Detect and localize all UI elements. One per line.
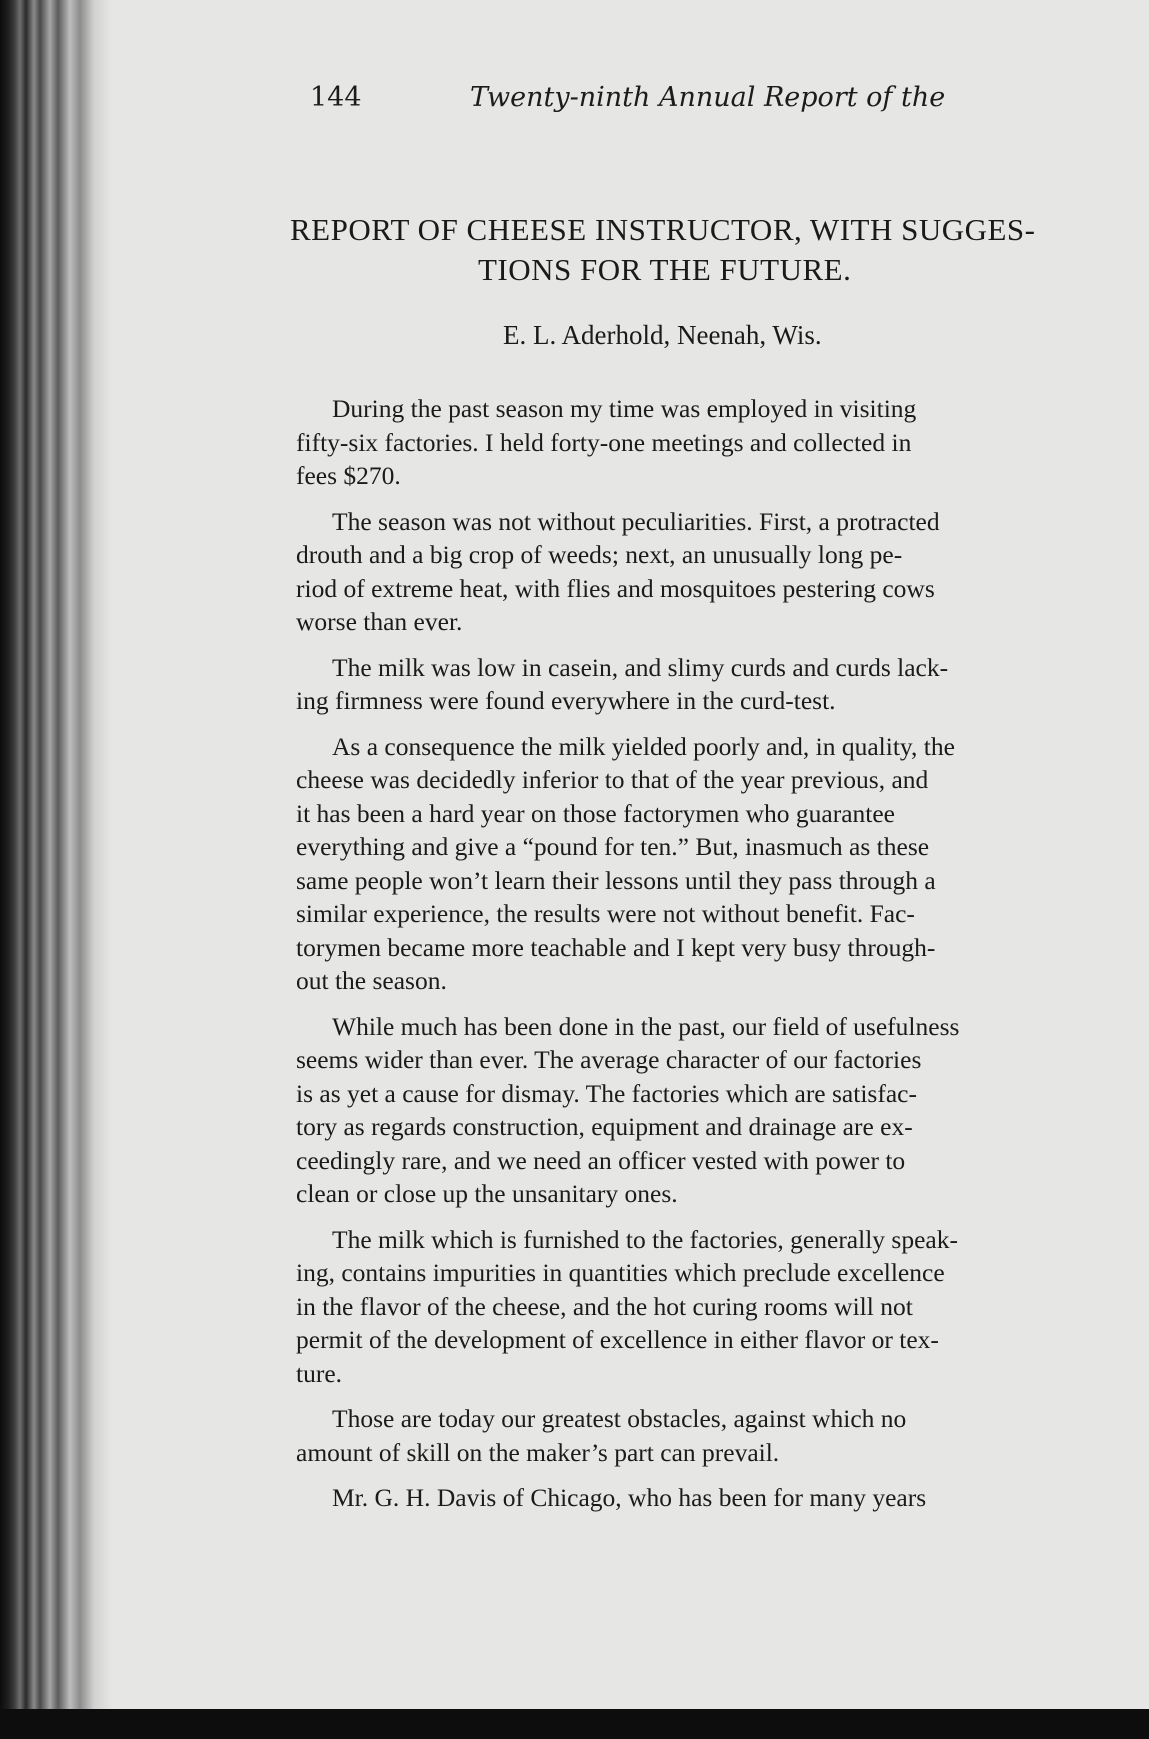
author-byline: E. L. Aderhold, Neenah, Wis. <box>503 320 822 350</box>
running-head: Twenty-ninth Annual Report of the <box>470 82 946 113</box>
text-line: Those are today our greatest obstacles, against which no <box>332 1404 907 1433</box>
text-line: While much has been done in the past, our field of usefulness <box>332 1011 960 1041</box>
text-line: fifty-six factories. I held forty-one meetings and collected in <box>296 427 912 457</box>
title-line: TIONS FOR THE FUTURE. <box>478 252 852 287</box>
text-line: similar experience, the results were not without benefit. Fac- <box>296 899 915 928</box>
text-line: During the past season my time was employed in visiting <box>332 394 917 423</box>
text-line: ing, contains impurities in quantities which preclude excellence <box>296 1258 945 1287</box>
text-line: in the flavor of the cheese, and the hot curing rooms will not <box>296 1291 913 1321</box>
page-header <box>310 82 950 122</box>
text-line: As a consequence the milk yielded poorly and, in quality, the <box>332 731 955 761</box>
text-line: clean or close up the unsanitary ones. <box>296 1179 678 1208</box>
text-line: worse than ever. <box>296 607 463 636</box>
article-title <box>290 210 1090 290</box>
text-line: cheese was decidedly inferior to that of the year previous, and <box>296 765 929 794</box>
paragraph <box>296 651 1086 718</box>
text-line: ing firmness were found everywhere in the curd-test. <box>296 686 836 715</box>
text-line: ture. <box>296 1358 343 1388</box>
paragraph <box>296 1010 1086 1211</box>
text-line: The season was not without peculiarities. First, a protracted <box>332 506 940 536</box>
paragraph <box>296 505 1086 639</box>
text-line: tory as regards construction, equipment and drainage are ex- <box>296 1112 913 1141</box>
text-line: riod of extreme heat, with flies and mosquitoes pestering cows <box>296 573 935 603</box>
text-line: everything and give a “pound for ten.” But, inasmuch as these <box>296 832 930 861</box>
text-line: ceedingly rare, and we need an officer vested with power to <box>296 1145 906 1175</box>
paragraph <box>296 1481 1086 1515</box>
text-line: amount of skill on the maker’s part can prevail. <box>296 1437 780 1467</box>
text-line: The milk was low in casein, and slimy curds and curds lack- <box>332 652 949 682</box>
text-line: fees $270. <box>296 461 401 490</box>
text-line: permit of the development of excellence in either flavor or tex- <box>296 1325 939 1354</box>
title-line: REPORT OF CHEESE INSTRUCTOR, WITH SUGGES- <box>290 212 1036 247</box>
scan-bottom-edge <box>0 1709 1149 1739</box>
paragraph <box>296 730 1086 998</box>
book-gutter <box>0 0 112 1739</box>
text-line: seems wider than ever. The average character of our factories <box>296 1045 922 1074</box>
text-line: drouth and a big crop of weeds; next, an unusually long pe- <box>296 540 903 569</box>
text-line: torymen became more teachable and I kept very busy through- <box>296 932 936 962</box>
text-line: Mr. G. H. Davis of Chicago, who has been for many years <box>332 1483 927 1512</box>
paragraph <box>296 1402 1086 1469</box>
paragraph <box>296 1223 1086 1391</box>
page-number: 144 <box>310 82 362 113</box>
paragraph <box>296 392 1086 493</box>
text-line: it has been a hard year on those factorymen who guarantee <box>296 798 896 828</box>
text-line: is as yet a cause for dismay. The factories which are satisfac- <box>296 1078 917 1108</box>
text-line: out the season. <box>296 966 447 995</box>
text-line: same people won’t learn their lessons until they pass through a <box>296 865 936 895</box>
text-line: The milk which is furnished to the factories, generally speak- <box>332 1224 958 1254</box>
article-body <box>296 392 1086 1527</box>
